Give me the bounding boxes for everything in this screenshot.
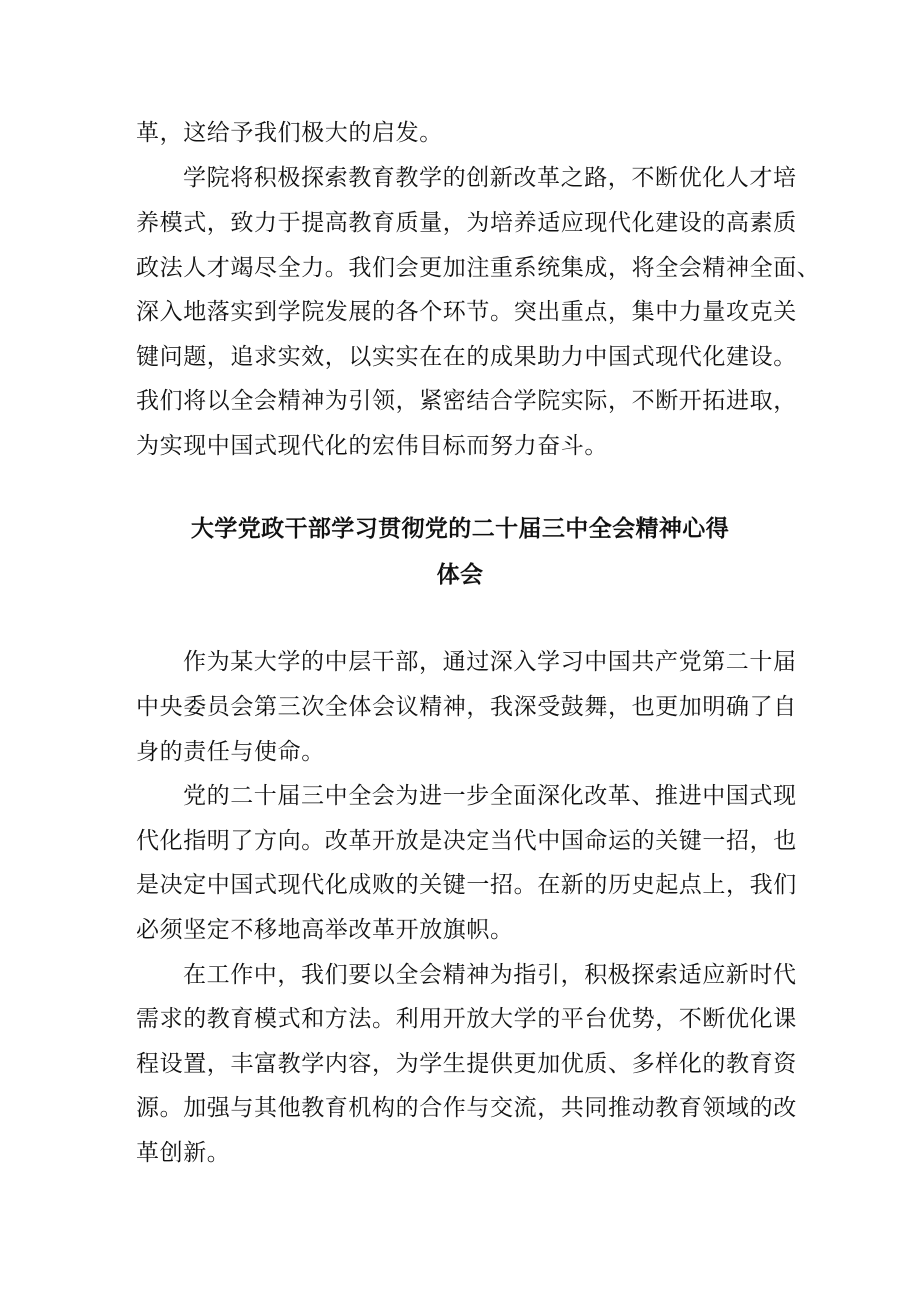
article-title-continued: 体会 bbox=[436, 562, 484, 588]
paragraph-line: 革创新。 bbox=[136, 1140, 231, 1166]
paragraph-line: 为实现中国式现代化的宏伟目标而努力奋斗。 bbox=[136, 433, 608, 459]
paragraph-line: 我们将以全会精神为引领，紧密结合学院实际，不断开拓进取， bbox=[136, 388, 797, 414]
paragraph-line: 政法人才竭尽全力。我们会更加注重系统集成，将全会精神全面、 bbox=[136, 255, 821, 281]
paragraph-line: 源。加强与其他教育机构的合作与交流，共同推动教育领域的改 bbox=[136, 1095, 797, 1121]
paragraph-line: 学院将积极探索教育教学的创新改革之路，不断优化人才培 bbox=[183, 165, 797, 191]
article-title: 大学党政干部学习贯彻党的二十届三中全会精神心得 bbox=[190, 516, 730, 542]
paragraph-line: 代化指明了方向。改革开放是决定当代中国命运的关键一招，也 bbox=[136, 828, 797, 854]
paragraph-line: 在工作中，我们要以全会精神为指引，积极探索适应新时代 bbox=[183, 962, 797, 988]
paragraph-line: 必须坚定不移地高举改革开放旗帜。 bbox=[136, 917, 514, 943]
paragraph-line: 程设置，丰富教学内容，为学生提供更加优质、多样化的教育资 bbox=[136, 1051, 797, 1077]
paragraph-line: 身的责任与使命。 bbox=[136, 739, 325, 765]
paragraph-line: 革，这给予我们极大的启发。 bbox=[136, 120, 443, 146]
paragraph-line: 键问题，追求实效，以实实在在的成果助力中国式现代化建设。 bbox=[136, 344, 797, 370]
paragraph-line: 作为某大学的中层干部，通过深入学习中国共产党第二十届 bbox=[183, 649, 797, 675]
paragraph-line: 是决定中国式现代化成败的关键一招。在新的历史起点上，我们 bbox=[136, 872, 797, 898]
paragraph-line: 深入地落实到学院发展的各个环节。突出重点，集中力量攻克关 bbox=[136, 299, 797, 325]
paragraph-line: 中央委员会第三次全体会议精神，我深受鼓舞，也更加明确了自 bbox=[136, 694, 797, 720]
paragraph-line: 养模式，致力于提高教育质量，为培养适应现代化建设的高素质 bbox=[136, 210, 797, 236]
paragraph-line: 需求的教育模式和方法。利用开放大学的平台优势，不断优化课 bbox=[136, 1006, 797, 1032]
paragraph-line: 党的二十届三中全会为进一步全面深化改革、推进中国式现 bbox=[183, 783, 797, 809]
